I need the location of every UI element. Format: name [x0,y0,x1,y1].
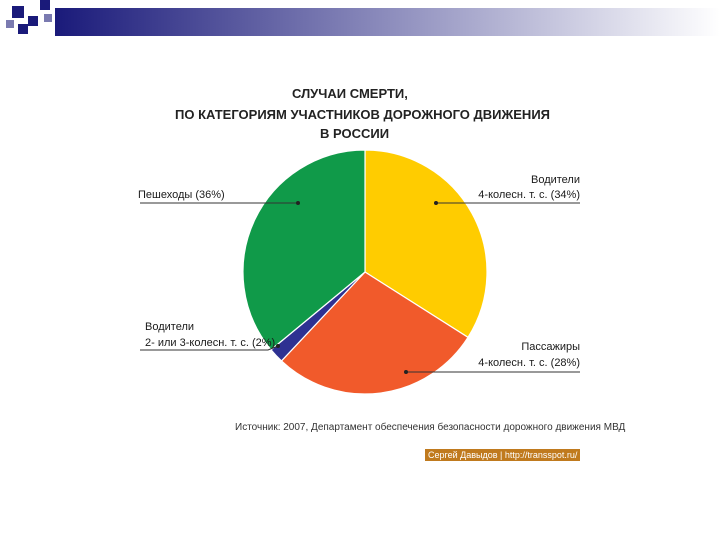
chart-title-line-1: СЛУЧАИ СМЕРТИ, [292,86,408,101]
label-drivers-4wheel-line-1: Водители [530,174,580,186]
pie-slices [243,150,487,394]
chart-title-line-3: В РОССИИ [320,126,390,141]
author-credit-badge: Сергей Давыдов | http://transspot.ru/ [425,449,580,461]
chart-title-line-2: ПО КАТЕГОРИЯМ УЧАСТНИКОВ ДОРОЖНОГО ДВИЖЕНИЯ [175,107,551,122]
label-passengers-4wheel-line-1: Пассажиры [521,341,580,353]
label-pedestrians-line-1: Пешеходы (36%) [138,189,225,201]
chart-source-note: Источник: 2007, Департамент обеспечения безопасности дорожного движения МВД [235,422,626,433]
label-drivers-4wheel-line-2: 4-колесн. т. с. (34%) [478,189,580,201]
label-drivers-2-3wheel-line-2: 2- или 3-колесн. т. с. (2%) [145,337,276,349]
label-passengers-4wheel-line-2: 4-колесн. т. с. (28%) [478,357,580,369]
label-drivers-2-3wheel-line-1: Водители [145,321,195,333]
